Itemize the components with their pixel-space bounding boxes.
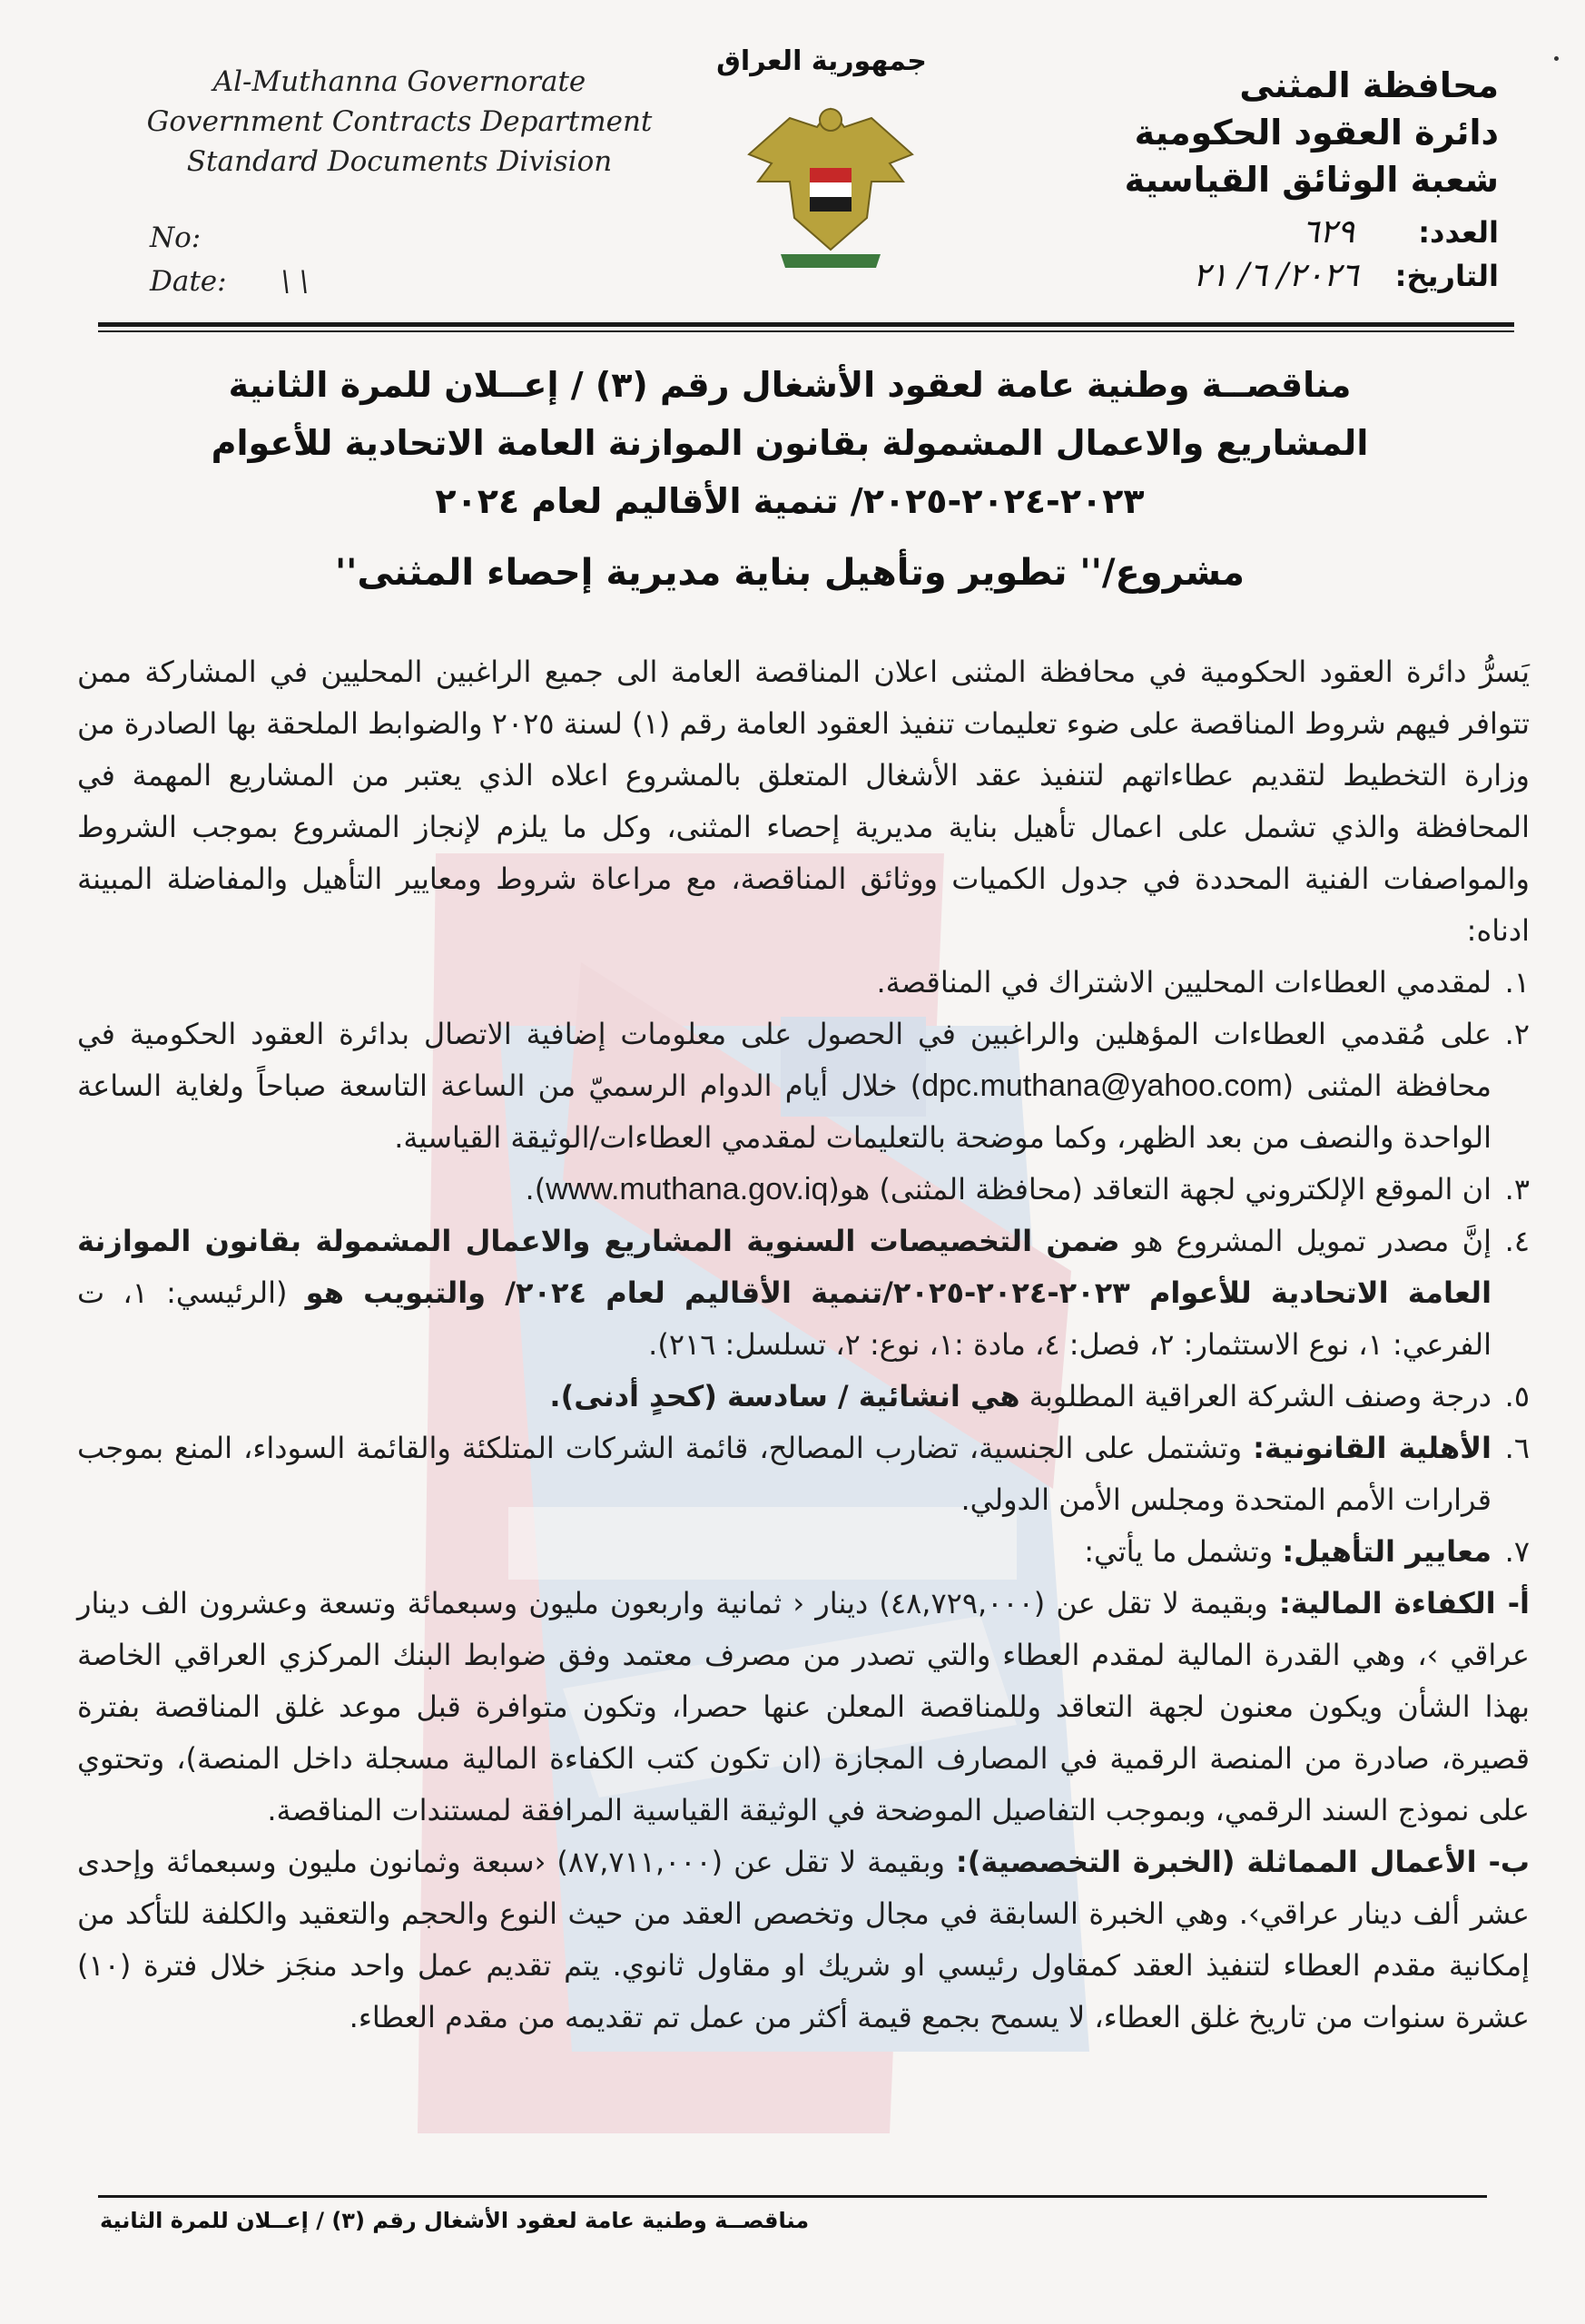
iraq-eagle-emblem-icon <box>744 91 917 281</box>
list-item-6: ٦. الأهلية القانونية: وتشتمل على الجنسية، تضارب المصالح، قائمة الشركات المتلكئة والقائمة السوداء، المنع بموجب قرارات الأمم المتحدة ومجلس الأمن الدولي. <box>77 1431 1530 1517</box>
list-item-5: ٥. درجة وصنف الشركة العراقية المطلوبة هي انشائية / سادسة (كحدٍ أدنى). <box>549 1379 1530 1413</box>
contact-email-link[interactable]: dpc.muthana@yahoo.com <box>921 1068 1283 1103</box>
announcement-title <box>145 356 1434 530</box>
header-en-line2: Government Contracts Department <box>146 105 653 138</box>
header-ar-line1: محافظة المثنى <box>1239 65 1499 105</box>
header-divider-thin <box>98 330 1514 332</box>
date-label-en: Date: <box>150 265 227 298</box>
header-arabic-meta <box>1045 211 1499 298</box>
list-item-4: ٤. إنَّ مصدر تمويل المشروع هو ضمن التخصيصات السنوية المشاريع والاعمال المشمولة بقانون الموازنة العامة الاتحادية للأعوام ٢٠٢٣-٢٠٢٤-٢٠٢٥/تنمية الأقاليم لعام ٢٠٢٤/ والتبويب هو (الرئيسي: ١، ت الفرعي: ١، نوع الاستثمار: ٢، فصل: ٤، مادة :١، نوع: ٢، تسلسل: ٢١٦). <box>77 1224 1530 1362</box>
republic-of-iraq-label: جمهورية العراق <box>716 45 927 77</box>
date-label-ar: التاريخ: <box>1394 259 1499 293</box>
title-line3: ٢٠٢٣-٢٠٢٤-٢٠٢٥/ تنمية الأقاليم لعام ٢٠٢٤ <box>435 481 1145 521</box>
list-item-1: ١. لمقدمي العطاءات المحليين الاشتراك في المناقصة. <box>876 965 1530 1000</box>
date-value-en: \ \ <box>281 265 310 298</box>
project-title: مشروع/'' تطوير وتأهيل بناية مديرية إحصاء المثنى'' <box>334 552 1245 594</box>
header-english-meta <box>150 216 449 303</box>
header-arabic <box>1045 62 1499 203</box>
title-line1: مناقصــة وطنية عامة لعقود الأشغال رقم (٣) / إعــلان للمرة الثانية <box>228 365 1352 405</box>
header-divider <box>98 322 1514 327</box>
footer-divider <box>98 2195 1487 2198</box>
announcement-body <box>77 646 1530 2043</box>
header-en-line1: Al-Muthanna Governorate <box>212 65 586 98</box>
list-item-2: ٢. على مُقدمي العطاءات المؤهلين والراغبين في الحصول على معلومات إضافية الاتصال بدائرة العقود الحكومية في محافظة المثنى (dpc.muthana@yahoo.com) خلال أيام الدوام الرسميّ من الساعة التاسعة صباحاً ولغاية الساعة الواحدة والنصف من بعد الظهر، وكما موضحة بالتعليمات لمقدمي العطاءات/الوثيقة القياسية. <box>77 1017 1530 1155</box>
no-label-ar: العدد: <box>1418 215 1499 250</box>
footer-text: مناقصــة وطنية عامة لعقود الأشغال رقم (٣) / إعــلان للمرة الثانية <box>100 2208 810 2233</box>
similar-works-paragraph: ب- الأعمال المماثلة (الخبرة التخصصية): وبقيمة لا تقل عن (٨٧,٧١١,٠٠٠) ‹سبعة وثمانون مليون وسبعمائة وإحدى عشر ألف دينار عراقي›. وهي الخبرة السابقة في مجال وتخصص العقد من حيث النوع والحجم والتعقيد والكلفة للتأكد من إمكانية مقدم العطاء لتنفيذ العقد كمقاول رئيسي او شريك او مقاول ثانوي. يتم تقديم عمل واحد منجَز خلال فترة (١٠) عشرة سنوات من تاريخ غلق العطاء، لا يسمح بجمع قيمة أكثر من عمل تم تقديمه من مقدم العطاء. <box>77 1845 1531 2034</box>
date-value-ar: ٢٠٢٦/ ٦/ ٢١ <box>1192 257 1359 294</box>
no-value-ar: ٦٢٩ <box>1302 213 1355 251</box>
header-english <box>109 62 690 182</box>
financial-capability-paragraph: أ- الكفاءة المالية: وبقيمة لا تقل عن (٤٨,٧٢٩,٠٠٠) دينار ‹ ثمانية واربعون مليون وسبعمائة وتسعة وعشرون الف دينار عراقي ›، وهي القدرة المالية لمقدم العطاء والتي تصدر من مصرف معتمد وفق ضوابط البنك المركزي العراقي الخاصة بهذا الشأن ويكون معنون لجهة التعاقد وللمناقصة المعلن عنها حصرا، وتكون متوافرة قبل موعد غلق المناقصة بفترة قصيرة، صادرة من المنصة الرقمية في المصارف المجازة (ان تكون كتب الكفاءة المالية مسجلة داخل المنصة)، وتحتوي على نموذج السند الرقمي، وبموجب التفاصيل الموضحة في الوثيقة القياسية المرافقة لمستندات المناقصة. <box>77 1586 1531 1827</box>
header-ar-line3: شعبة الوثائق القياسية <box>1124 160 1499 200</box>
title-line2: المشاريع والاعمال المشمولة بقانون الموازنة العامة الاتحادية للأعوام <box>211 423 1369 463</box>
scan-speck <box>1554 56 1559 61</box>
intro-paragraph: يَسرُّ دائرة العقود الحكومية في محافظة المثنى اعلان المناقصة العامة الى جميع الراغبين المحليين في المشاركة ممن تتوافر فيهم شروط المناقصة على ضوء تعليمات تنفيذ العقود العامة رقم (١) لسنة ٢٠٢٥ والضوابط الملحقة بها الصادرة من وزارة التخطيط لتقديم عطاءاتهم لتنفيذ عقد الأشغال المتعلق بالمشروع اعلاه الذي يعتبر من المشاريع المهمة في المحافظة والذي تشمل على اعمال تأهيل بناية مديرية إحصاء المثنى، وكل ما يلزم لإنجاز المشروع بموجب الشروط والمواصفات الفنية المحددة في جدول الكميات ووثائق المناقصة، مع مراعاة شروط ومعايير التأهيل والمفاضلة المبينة ادناه: <box>77 655 1531 948</box>
no-label-en: No: <box>150 222 202 254</box>
list-item-3: ٣. ان الموقع الإلكتروني لجهة التعاقد (محافظة المثنى) هو(www.muthana.gov.iq). <box>525 1172 1530 1206</box>
website-link[interactable]: www.muthana.gov.iq <box>546 1172 829 1206</box>
list-item-7: ٧. معايير التأهيل: وتشمل ما يأتي: <box>1084 1534 1530 1569</box>
header-en-line3: Standard Documents Division <box>186 145 613 178</box>
header-ar-line2: دائرة العقود الحكومية <box>1134 113 1499 153</box>
